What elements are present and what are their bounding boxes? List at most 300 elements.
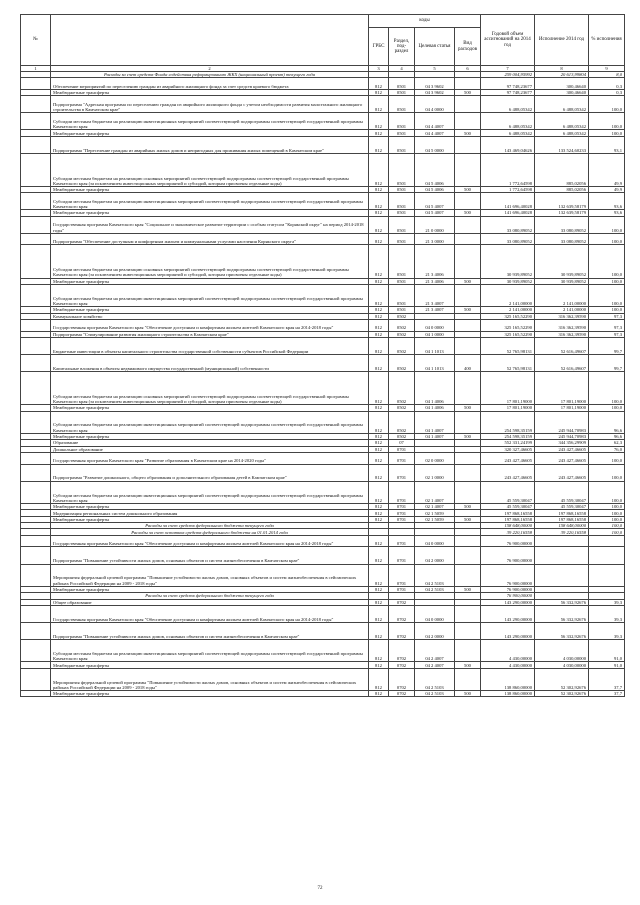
row-vid-cell [455,605,481,622]
row-vid-cell [455,136,481,153]
row-percent-cell [589,535,625,547]
row-percent-cell: 93,6 [589,193,625,210]
row-percent-cell: 100,0 [589,130,625,136]
row-celevaya-cell: 04 0 0000 [415,535,455,547]
row-razdel-cell: 0702 [389,662,415,668]
row-razdel-cell: 0501 [389,278,415,284]
row-razdel-cell: 0502 [389,331,415,337]
row-percent-cell: 100,0 [589,516,625,522]
row-name-cell: Межбюджетные трансферты [51,210,369,216]
row-percent-cell: 93,6 [589,210,625,216]
row-celevaya-cell: 02 1 5059 [415,510,455,516]
row-execution-cell: 197 868,16558 [535,510,589,516]
row-name-cell: Государственная программа Камчатского края "Обеспечение доступным и комфортным жильем жителей Камчатского края на 2014-2018 годы" [51,319,369,331]
row-name-cell: Субсидии местным бюджетам на реализацию инвестиционных мероприятий соответствующей подпрограммы соответствующей государственной программы Камчатского края [51,193,369,210]
row-percent-cell: 39,3 [589,622,625,639]
row-vid-cell: 500 [455,662,481,668]
row-vid-cell: 500 [455,90,481,96]
table-row [21,284,625,306]
row-razdel-cell: 0701 [389,481,415,503]
row-execution-cell: 197 868,16558 [535,516,589,522]
header-percent: % исполнения [589,15,625,66]
row-celevaya-cell: 02 1 0000 [415,464,455,481]
row-percent-cell: 49,9 [589,186,625,192]
header-number: № [21,15,51,66]
row-celevaya-cell: 04 1 4007 [415,411,455,433]
row-execution-cell: 56 332,92676 [535,605,589,622]
row-volume-cell: 259 004,95992 [481,72,535,78]
row-grbs-cell: 812 [369,516,389,522]
header-vid: Вид расходов [455,28,481,66]
row-volume-cell: 197 868,16558 [481,510,535,516]
row-vid-cell [455,564,481,586]
table-row [21,245,625,278]
row-name-cell: Государственная программа Камчатского края "Обеспечение доступным и комфортным жильем жителей Камчатского края на 2014-2018 годы" [51,605,369,622]
row-vid-cell: 500 [455,405,481,411]
row-execution-cell: 17 801,19000 [535,405,589,411]
row-grbs-cell: 812 [369,78,389,90]
row-name-cell: Мероприятия федеральной целевой программы "Повышение устойчивости жилых домов, основных объектов и систем жизнеобеспечения в сейсмических районах Российской Федерации на 2009 - 2018 годы" [51,668,369,690]
row-razdel-cell: 0501 [389,186,415,192]
row-percent-cell: 100,0 [589,96,625,113]
row-volume-cell: 76 900,00000 [481,564,535,586]
row-volume-cell: 243 427,46605 [481,452,535,464]
row-vid-cell [455,113,481,130]
row-execution-cell [535,547,589,564]
row-celevaya-cell: 04 2 5103 [415,668,455,690]
row-celevaya-cell: 04 1 4007 [415,433,455,439]
row-name-cell: Расходы за счет остатков средств федерального бюджета на 01.01.2014 года [51,529,369,535]
row-grbs-cell: 812 [369,153,389,186]
row-razdel-cell: 0502 [389,319,415,331]
row-percent-cell: 91,0 [589,640,625,662]
row-percent-cell: 100,0 [589,464,625,481]
row-grbs-cell: 812 [369,96,389,113]
row-execution-cell: 2 141,00000 [535,307,589,313]
row-name-cell: Расходы за счет средств федерального бюджета текущего года [51,593,369,599]
row-grbs-cell: 812 [369,210,389,216]
row-volume-cell: 45 559,30047 [481,504,535,510]
row-execution-cell: 316 362,39590 [535,331,589,337]
row-celevaya-cell: 04 1 1013 [415,355,455,372]
row-execution-cell: 17 801,19000 [535,372,589,405]
table-row [21,411,625,433]
row-vid-cell [455,245,481,278]
row-execution-cell: 885,02056 [535,186,589,192]
table-row [21,452,625,464]
row-percent-cell: 97,3 [589,313,625,319]
row-volume-cell: 76 900,00000 [481,535,535,547]
row-grbs-cell: 812 [369,355,389,372]
row-grbs-cell: 812 [369,640,389,662]
row-vid-cell: 400 [455,355,481,372]
row-execution-cell: 45 559,30047 [535,504,589,510]
row-razdel-cell: 0501 [389,130,415,136]
row-grbs-cell: 812 [369,313,389,319]
row-grbs-cell: 812 [369,130,389,136]
row-execution-cell: 132 639,58179 [535,210,589,216]
row-name-cell: Субсидии местным бюджетам на реализацию инвестиционных мероприятий соответствующей подпрограммы соответствующей государственной программы Камчатского края [51,113,369,130]
row-volume-cell: 33 080,89052 [481,233,535,245]
header-volume: Годовой объем ассигнований на 2014 год [481,15,535,66]
row-percent-cell: 99,7 [589,337,625,354]
row-volume-cell: 1 772,64598 [481,153,535,186]
table-row [21,372,625,405]
row-grbs-cell: 812 [369,622,389,639]
row-execution-cell: 158 648,00000 [535,523,589,529]
row-razdel-cell: 0501 [389,136,415,153]
row-number-cell [21,96,51,113]
row-celevaya-cell: 04 5 4006 [415,153,455,186]
row-name-cell: Подпрограмма "Адресная программа по переселению граждан из аварийного жилищного фонда с учетом необходимости развития малоэтажного жилищного строительства в Камчатском крае" [51,96,369,113]
row-percent-cell: 97,3 [589,331,625,337]
row-name-cell: Государственная программа Камчатского края "Социальное и экономическое развитие территории с особым статусом "Корякский округ" на период 2014-2018 годы" [51,216,369,233]
row-name-cell: Государственная программа Камчатского края "Развитие образования в Камчатском крае на 2014-2020 годы" [51,452,369,464]
row-volume-cell: 76 900,00000 [481,547,535,564]
row-razdel-cell: 0502 [389,337,415,354]
row-razdel-cell: 0701 [389,516,415,522]
row-razdel-cell: 0501 [389,90,415,96]
row-percent-cell: 0,3 [589,78,625,90]
row-percent-cell: 0,3 [589,90,625,96]
row-percent-cell: 91,0 [589,662,625,668]
row-number-cell [21,605,51,622]
row-grbs-cell: 812 [369,440,389,446]
row-execution-cell: 316 362,39590 [535,313,589,319]
table-row [21,605,625,622]
row-celevaya-cell: 04 2 4007 [415,662,455,668]
row-celevaya-cell: 21 3 4007 [415,307,455,313]
row-grbs-cell: 812 [369,481,389,503]
table-row [21,691,625,697]
row-percent-cell: 97,3 [589,319,625,331]
row-vid-cell: 500 [455,691,481,697]
header-grbs: ГРБС [369,28,389,66]
row-volume-cell: 141 696,40028 [481,193,535,210]
row-vid-cell [455,284,481,306]
row-execution-cell: 316 362,39590 [535,319,589,331]
row-name-cell: Межбюджетные трансферты [51,504,369,510]
table-row [21,622,625,639]
budget-table [20,14,625,697]
row-number-cell [21,284,51,306]
row-execution-cell [535,564,589,586]
row-celevaya-cell: 04 0 0000 [415,319,455,331]
row-grbs-cell: 812 [369,307,389,313]
row-vid-cell [455,96,481,113]
row-vid-cell: 500 [455,504,481,510]
row-name-cell: Мероприятия федеральной целевой программы "Повышение устойчивости жилых домов, основных объектов и систем жизнеобеспечения в сейсмических районах Российской Федерации на 2009 - 2018 годы" [51,564,369,586]
row-razdel-cell: 0701 [389,586,415,592]
row-grbs-cell: 812 [369,113,389,130]
row-execution-cell: 243 427,46605 [535,464,589,481]
row-vid-cell: 500 [455,130,481,136]
row-razdel-cell: 0701 [389,535,415,547]
row-name-cell: Субсидии местным бюджетам на реализацию инвестиционных мероприятий соответствующей подпрограммы соответствующей государственной программы Камчатского края [51,481,369,503]
row-celevaya-cell: 04 4 0000 [415,96,455,113]
row-number-cell [21,78,51,90]
row-celevaya-cell: 04 2 5103 [415,564,455,586]
row-grbs-cell: 812 [369,446,389,452]
column-index-cell: 9 [589,66,625,72]
row-vid-cell [455,411,481,433]
row-vid-cell [455,668,481,690]
row-grbs-cell: 812 [369,411,389,433]
row-name-cell: Коммунальное хозяйство [51,313,369,319]
row-grbs-cell: 812 [369,331,389,337]
table-row [21,319,625,331]
row-name-cell: Дошкольное образование [51,446,369,452]
row-vid-cell [455,464,481,481]
table-row [21,216,625,233]
row-vid-cell [455,153,481,186]
row-volume-cell: 4 430,00000 [481,640,535,662]
row-grbs-cell: 812 [369,668,389,690]
row-celevaya-cell: 04 4 4007 [415,130,455,136]
row-volume-cell: 97 748,23677 [481,78,535,90]
row-volume-cell: 76 900,00000 [481,586,535,592]
row-percent-cell: 100,0 [589,307,625,313]
row-name-cell: Межбюджетные трансферты [51,586,369,592]
row-grbs-cell: 812 [369,245,389,278]
row-execution-cell [535,535,589,547]
row-vid-cell: 500 [455,278,481,284]
column-index-cell: 1 [21,66,51,72]
row-volume-cell: 97 748,23677 [481,90,535,96]
row-name-cell: Межбюджетные трансферты [51,186,369,192]
row-razdel-cell: 0501 [389,284,415,306]
row-volume-cell: 17 801,19000 [481,372,535,405]
row-vid-cell: 500 [455,210,481,216]
row-execution-cell: 52 302,92676 [535,668,589,690]
row-grbs-cell: 812 [369,691,389,697]
row-name-cell: Модернизация региональных систем дошкольного образования [51,510,369,516]
row-vid-cell [455,481,481,503]
table-row [21,535,625,547]
column-index-cell: 6 [455,66,481,72]
row-grbs-cell: 812 [369,433,389,439]
row-vid-cell [455,78,481,90]
row-execution-cell: 39 220,16558 [535,529,589,535]
row-name-cell: Субсидии местным бюджетам на реализацию основных мероприятий соответствующей подпрограммы соответствующей государственной программы Камчатского края (за исключением инвестиционных мероприятий и субсидий, которым присвоены отдельные коды) [51,245,369,278]
row-execution-cell: 56 332,92676 [535,622,589,639]
table-row [21,640,625,662]
row-number-cell [21,113,51,130]
row-percent-cell: 96,6 [589,433,625,439]
row-volume-cell: 197 868,16558 [481,516,535,522]
row-celevaya-cell: 04 5 4006 [415,186,455,192]
row-percent-cell: 100,0 [589,113,625,130]
row-name-cell: Подпрограмма "Развитие дошкольного, общего образования и дополнительного образования детей в Камчатском крае" [51,464,369,481]
row-percent-cell: 37,7 [589,691,625,697]
header-razdel: Раздел, под-раздел [389,28,415,66]
row-celevaya-cell: 04 5 0000 [415,136,455,153]
row-grbs-cell: 812 [369,278,389,284]
row-name-cell: Подпрограмма "Обеспечение доступным и комфортным жильем и коммунальными услугами населения Корякского округа" [51,233,369,245]
table-row [21,337,625,354]
row-name-cell: Субсидии местным бюджетам на реализацию основных мероприятий соответствующей подпрограммы соответствующей государственной программы Камчатского края (за исключением инвестиционных мероприятий и субсидий, которым присвоены отдельные коды) [51,153,369,186]
row-celevaya-cell: 21 3 4006 [415,278,455,284]
row-razdel-cell: 0501 [389,210,415,216]
row-volume-cell: 2 141,00000 [481,284,535,306]
row-percent-cell: 99,7 [589,355,625,372]
row-razdel-cell: 0502 [389,433,415,439]
row-celevaya-cell: 02 1 5059 [415,516,455,522]
row-number-cell [21,535,51,547]
row-execution-cell: 33 080,89052 [535,233,589,245]
row-razdel-cell: 0702 [389,599,415,605]
row-volume-cell: 325 165,52290 [481,319,535,331]
row-celevaya-cell: 04 2 0000 [415,622,455,639]
row-execution-cell: 33 080,89052 [535,216,589,233]
row-grbs-cell: 812 [369,372,389,405]
row-name-cell: Обеспечение мероприятий по переселению граждан из аварийного жилищного фонда за счет средств краевого бюджета [51,78,369,90]
row-vid-cell [455,337,481,354]
row-grbs-cell: 812 [369,216,389,233]
row-grbs-cell: 812 [369,337,389,354]
row-volume-cell: 17 801,19000 [481,405,535,411]
row-percent-cell: 100,0 [589,284,625,306]
row-volume-cell: 39 220,16558 [481,529,535,535]
table-row [21,113,625,130]
row-volume-cell: 243 427,46605 [481,464,535,481]
table-row [21,136,625,153]
row-execution-cell: 4 030,00000 [535,662,589,668]
row-number-cell [21,622,51,639]
row-percent-cell: 49,9 [589,153,625,186]
column-index-cell: 8 [535,66,589,72]
column-index-cell: 2 [51,66,369,72]
row-razdel-cell: 0701 [389,547,415,564]
row-execution-cell: 243 427,46605 [535,446,589,452]
row-volume-cell: 6 488,05342 [481,96,535,113]
row-name-cell: Расходы за счет средств федерального бюджета текущего года [51,523,369,529]
row-razdel-cell: 0501 [389,216,415,233]
row-percent-cell: 76,0 [589,446,625,452]
row-vid-cell: 500 [455,586,481,592]
row-grbs-cell: 812 [369,599,389,605]
row-volume-cell: 6 488,05342 [481,113,535,130]
row-percent-cell: 37,7 [589,668,625,690]
row-razdel-cell: 0702 [389,668,415,690]
row-name-cell: Межбюджетные трансферты [51,405,369,411]
row-razdel-cell: 0501 [389,153,415,186]
row-grbs-cell: 812 [369,464,389,481]
row-grbs-cell: 812 [369,233,389,245]
row-grbs-cell: 812 [369,319,389,331]
row-execution-cell: 45 559,30047 [535,481,589,503]
row-razdel-cell: 0502 [389,313,415,319]
row-percent-cell: 93,1 [589,136,625,153]
row-number-cell [21,564,51,586]
row-name-cell: Межбюджетные трансферты [51,278,369,284]
row-execution-cell: 30 939,89052 [535,245,589,278]
row-razdel-cell: 0701 [389,564,415,586]
row-percent-cell [589,547,625,564]
row-execution-cell: 245 944,70983 [535,411,589,433]
row-vid-cell: 500 [455,516,481,522]
row-volume-cell: 158 648,00000 [481,523,535,529]
row-razdel-cell: 0501 [389,113,415,130]
row-percent-cell: 39,3 [589,605,625,622]
row-razdel-cell: 0501 [389,307,415,313]
row-execution-cell: 6 488,05342 [535,96,589,113]
row-execution-cell: 52 302,92676 [535,691,589,697]
row-volume-cell: 143 290,00000 [481,605,535,622]
row-volume-cell: 320 327,46605 [481,446,535,452]
row-name-cell: Субсидии местным бюджетам на реализацию инвестиционных мероприятий соответствующей подпрограммы соответствующей государственной программы Камчатского края [51,640,369,662]
row-vid-cell [455,452,481,464]
row-razdel-cell: 0701 [389,464,415,481]
row-name-cell: Подпрограмма "Повышение устойчивости жилых домов, основных объектов и систем жизнеобеспечения в Камчатском крае" [51,547,369,564]
row-execution-cell: 6 488,05342 [535,130,589,136]
row-percent-cell: 96,6 [589,411,625,433]
row-vid-cell [455,622,481,639]
row-execution-cell: 6 488,05342 [535,113,589,130]
row-name-cell: Субсидии местным бюджетам на реализацию инвестиционных мероприятий соответствующей подпрограммы соответствующей государственной программы Камчатского края [51,284,369,306]
table-row [21,153,625,186]
budget-page [20,14,624,697]
row-execution-cell: 52 616,49607 [535,355,589,372]
row-razdel-cell: 0702 [389,691,415,697]
row-volume-cell: 138 860,00000 [481,668,535,690]
row-name-cell: Межбюджетные трансферты [51,130,369,136]
row-celevaya-cell: 04 0 0000 [415,605,455,622]
row-celevaya-cell: 21 3 4006 [415,245,455,278]
row-number-cell [21,193,51,210]
row-name-cell: Подпрограмма "Повышение устойчивости жилых домов, основных объектов и систем жизнеобеспечения в Камчатском крае" [51,622,369,639]
row-razdel-cell: 0501 [389,78,415,90]
row-volume-cell: 52 765,98131 [481,355,535,372]
table-row [21,193,625,210]
row-number-cell [21,337,51,354]
row-execution-cell: 245 944,70983 [535,433,589,439]
row-execution-cell: 132 639,58179 [535,193,589,210]
row-grbs-cell: 812 [369,504,389,510]
table-row [21,547,625,564]
row-percent-cell: 100,0 [589,510,625,516]
row-percent-cell: 100,0 [589,245,625,278]
row-volume-cell: 2 141,00000 [481,307,535,313]
row-execution-cell: 344 356,29909 [535,440,589,446]
row-volume-cell: 30 939,89052 [481,245,535,278]
row-name-cell: Подпрограмма "Стимулирование развития жилищного строительства в Камчатском крае" [51,331,369,337]
row-celevaya-cell: 04 5 4007 [415,193,455,210]
row-number-cell [21,136,51,153]
row-number-cell [21,668,51,690]
row-razdel-cell: 0701 [389,446,415,452]
row-grbs-cell: 812 [369,564,389,586]
row-name-cell: Межбюджетные трансферты [51,691,369,697]
row-grbs-cell: 812 [369,605,389,622]
row-execution-cell: 243 427,46605 [535,452,589,464]
row-number-cell [21,452,51,464]
row-celevaya-cell: 21 3 0000 [415,233,455,245]
row-volume-cell: 30 939,89052 [481,278,535,284]
row-razdel-cell: 0502 [389,372,415,405]
row-number-cell [21,216,51,233]
row-razdel-cell: 0702 [389,605,415,622]
row-name-cell: Межбюджетные трансферты [51,516,369,522]
row-vid-cell [455,372,481,405]
row-number-cell [21,691,51,697]
header-execution: Исполнение 2014 год [535,15,589,66]
row-name-cell: Государственная программа Камчатского края "Обеспечение доступным и комфортным жильем жителей Камчатского края на 2014-2018 годы" [51,535,369,547]
header-codes: коды [369,15,481,28]
row-execution-cell: 4 030,00000 [535,640,589,662]
row-celevaya-cell: 04 3 9602 [415,90,455,96]
row-execution-cell: 133 524,60233 [535,136,589,153]
